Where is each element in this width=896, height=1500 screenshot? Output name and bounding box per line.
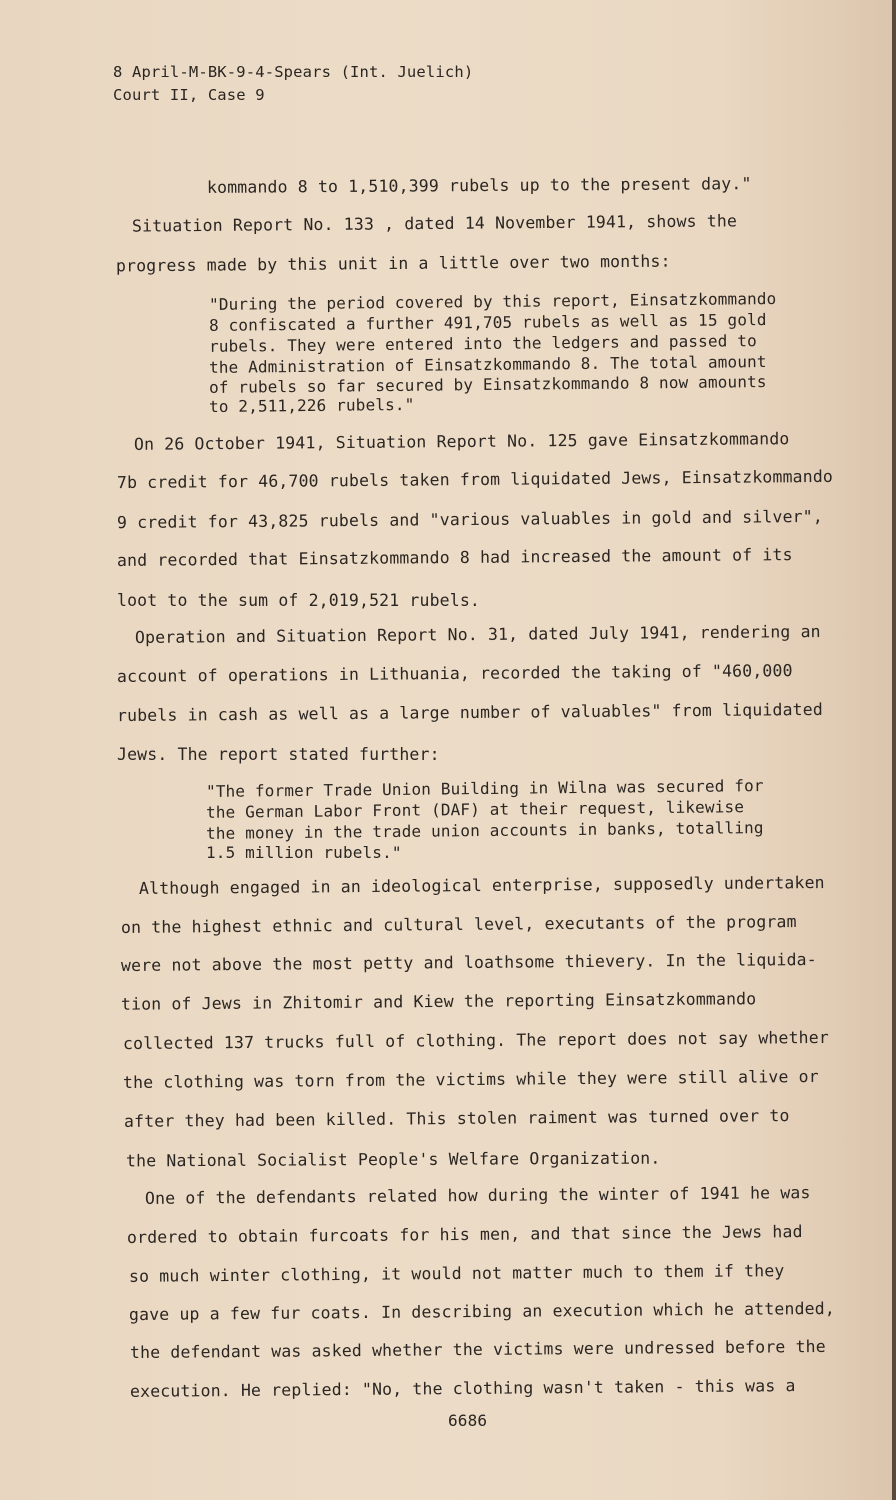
quote-line: 1.5 million rubels.": [206, 843, 402, 862]
body-line: and recorded that Einsatzkommando 8 had increased the amount of its: [116, 545, 793, 570]
body-line: execution. He replied: "No, the clothing wasn't taken - this was a: [129, 1376, 796, 1401]
body-line: account of operations in Lithuania, recorded the taking of "460,000: [116, 661, 793, 686]
body-line: on the highest ethnic and cultural level, executants of the program: [120, 912, 797, 937]
body-line: the National Socialist People's Welfare Organization.: [125, 1148, 661, 1171]
body-line: collected 137 trucks full of clothing. The report does not say whether: [122, 1027, 829, 1054]
body-line: rubels in cash as well as a large number of valuables" from liquidated: [116, 699, 823, 726]
body-line: kommando 8 to 1,510,399 rubels up to the present day.": [206, 174, 752, 197]
body-line: On 26 October 1941, Situation Report No. 125 gave Einsatzkommando: [133, 429, 790, 454]
quote-line: the German Labor Front (DAF) at their request, likewise: [205, 797, 745, 822]
body-line: tion of Jews in Zhitomir and Kiew the reporting Einsatzkommando: [120, 989, 757, 1014]
body-line: Jews. The report stated further:: [117, 745, 440, 764]
quote-line: 8 confiscated a further 491,705 rubels as well as 15 gold: [208, 310, 767, 335]
body-line: the defendant was asked whether the victims were undressed before the: [129, 1336, 826, 1363]
body-line: the clothing was torn from the victims while they were still alive or: [122, 1066, 819, 1093]
body-line: 7b credit for 46,700 rubels taken from liquidated Jews, Einsatzkommando: [116, 466, 834, 493]
body-line: Although engaged in an ideological enterprise, supposedly undertaken: [138, 873, 825, 898]
quote-line: to 2,511,226 rubels.": [208, 394, 415, 417]
quote-line: "During the period covered by this report, Einsatzkommando: [208, 289, 777, 314]
body-line: Operation and Situation Report No. 31, dated July 1941, rendering an: [134, 622, 821, 647]
body-line: were not above the most petty and loathsome thievery. In the liquida-: [120, 949, 817, 976]
body-line: so much winter clothing, it would not matter much to them if they: [128, 1261, 785, 1286]
body-line: progress made by this unit in a little over two months:: [115, 251, 671, 276]
quote-line: the Administration of Einsatzkommando 8. The total amount: [208, 352, 767, 377]
page-edge: [892, 0, 896, 1500]
quote-line: rubels. They were entered into the ledgers and passed to: [208, 331, 757, 356]
body-line: One of the defendants related how during the winter of 1941 he was: [144, 1183, 811, 1208]
body-line: after they had been killed. This stolen raiment was turned over to: [123, 1106, 790, 1131]
body-line: loot to the sum of 2,019,521 rubels.: [117, 591, 481, 610]
header-court: Court II, Case 9: [113, 86, 265, 104]
body-line: Situation Report No. 133 , dated 14 November 1941, shows the: [131, 211, 738, 236]
body-line: ordered to obtain furcoats for his men, and that since the Jews had: [126, 1222, 803, 1247]
body-line: gave up a few fur coats. In describing an execution which he attended,: [128, 1298, 835, 1325]
quote-line: the money in the trade union accounts in banks, totalling: [205, 818, 764, 843]
quote-line: "The former Trade Union Building in Wilna was secured for: [205, 776, 764, 801]
page-number: 6686: [448, 1411, 488, 1430]
body-line: 9 credit for 43,825 rubels and "various valuables in gold and silver",: [116, 506, 823, 533]
quote-line: of rubels so far secured by Einsatzkommando 8 now amounts: [208, 372, 767, 397]
header-case-reference: 8 April-M-BK-9-4-Spears (Int. Juelich): [113, 63, 474, 81]
